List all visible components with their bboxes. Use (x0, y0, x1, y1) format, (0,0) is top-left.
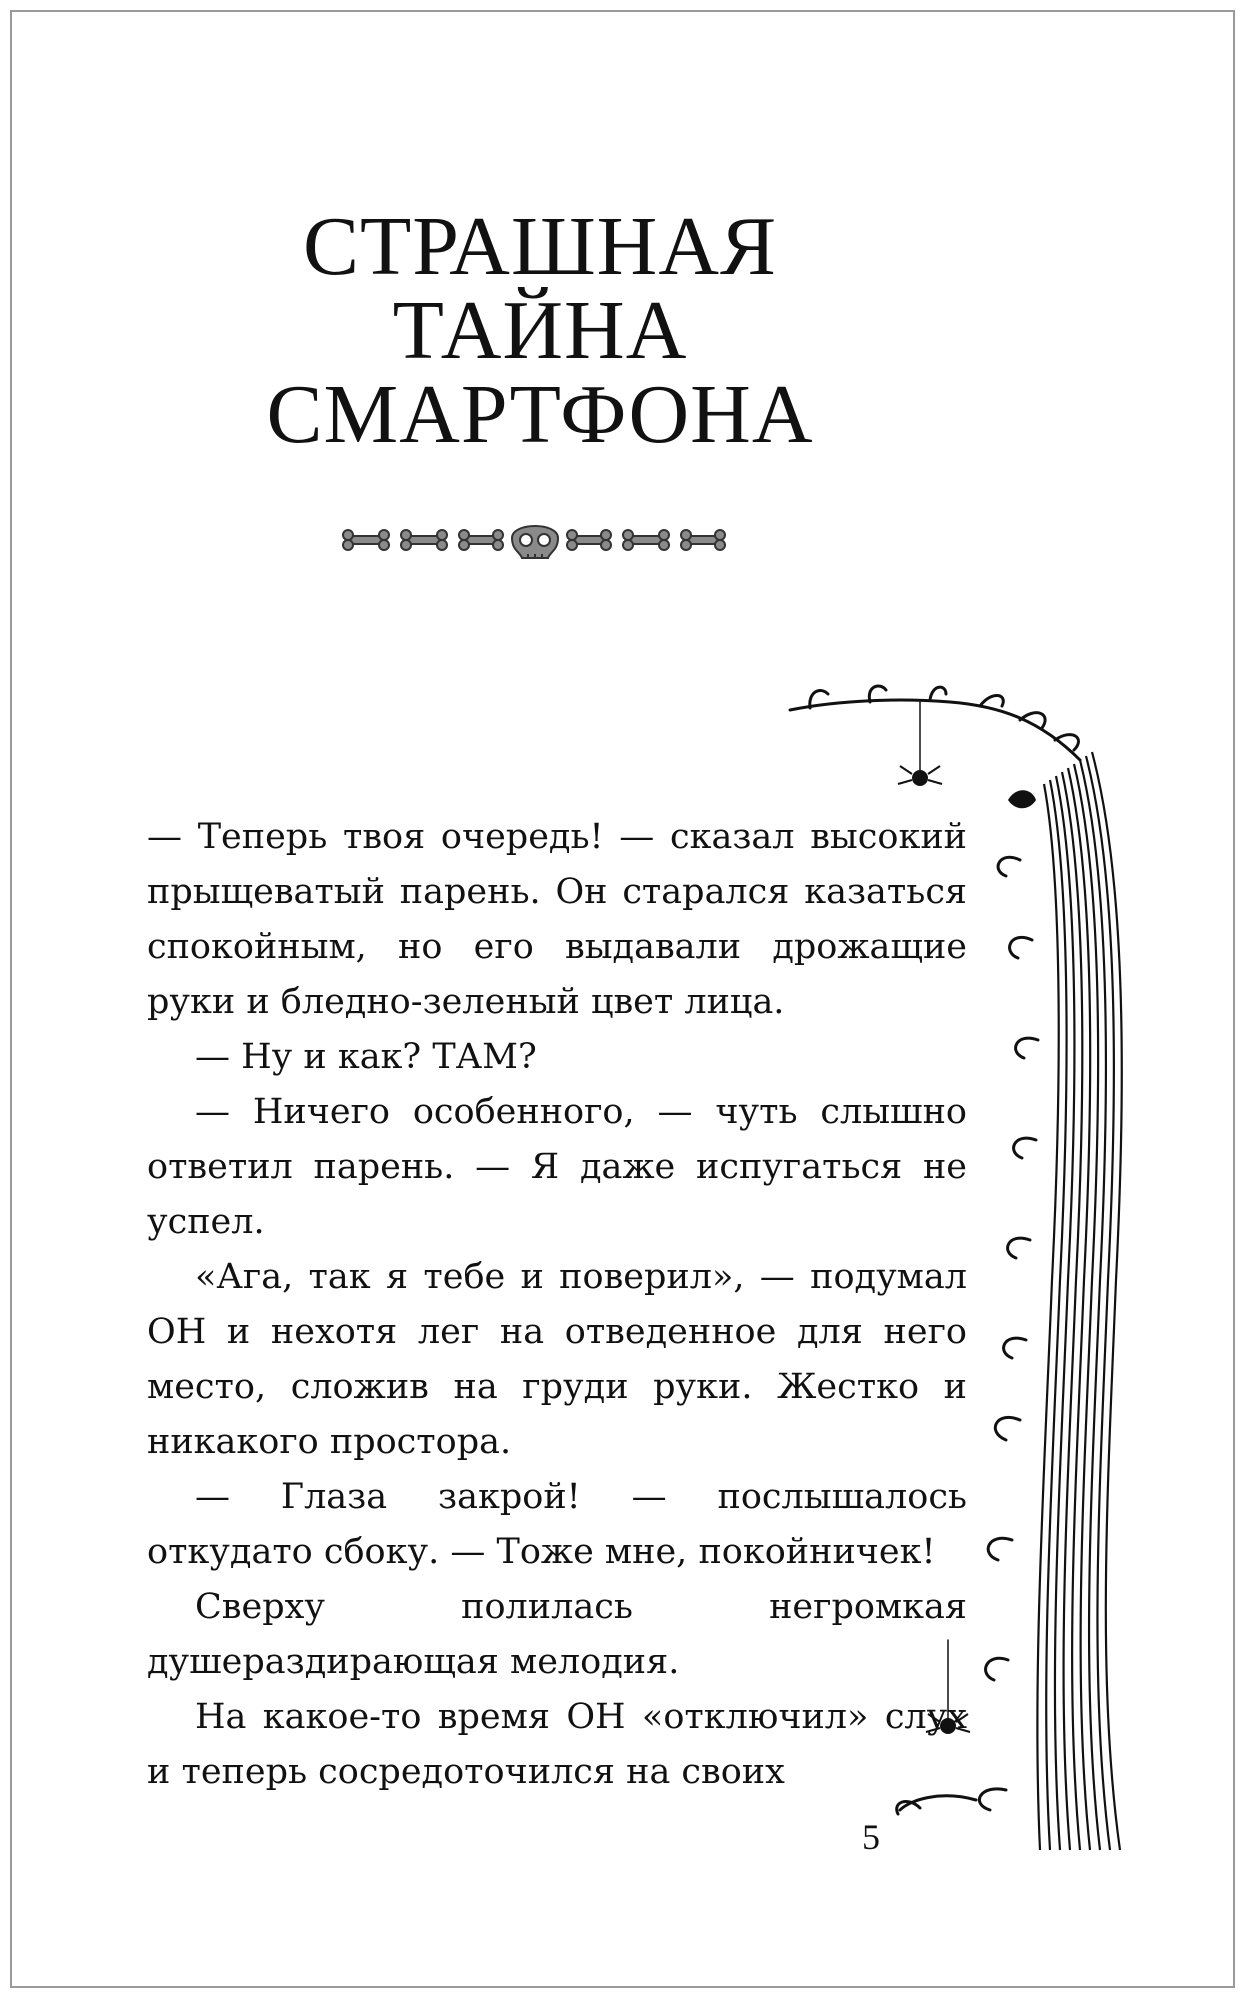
page-number: 5 (862, 1817, 880, 1857)
chapter-title-line-2: ТАЙНА (392, 284, 688, 377)
paragraph: На какое-то время ОН «отключил» слух и теперь сосредоточился на своих (147, 1697, 967, 1792)
paragraph: Сверху полилась негромкая душераздирающая мелодия. (147, 1587, 967, 1682)
paragraph: — Ничего особенного, — чуть слышно ответил парень. — Я даже испугаться не успел. (147, 1092, 967, 1242)
paragraph: — Ну и как? ТАМ? (195, 1037, 537, 1077)
skull-and-bones-divider-icon (340, 510, 730, 570)
bone-icon (567, 530, 611, 550)
chapter-title-line-1: СТРАШНАЯ (302, 200, 778, 293)
bone-icon (343, 530, 389, 550)
bone-icon (681, 530, 725, 550)
bone-icon (459, 530, 503, 550)
bone-icon (401, 530, 447, 550)
body-text (147, 810, 967, 1800)
paragraph: — Глаза закрой! — послышалось откудато сбоку. — Тоже мне, покойничек! (147, 1477, 967, 1572)
chapter-title (180, 200, 900, 461)
chapter-title-line-3: СМАРТФОНА (266, 368, 814, 461)
skull-icon (512, 526, 558, 558)
paragraph: «Ага, так я тебе и поверил», — подумал ОН и нехотя лег на отведенное для него место, сложив на груди руки. Жестко и никакого простора. (147, 1257, 967, 1462)
paragraph: — Теперь твоя очередь! — сказал высокий прыщеватый парень. Он старался казаться спокойным, но его выдавали дрожащие руки и бледно-зеленый цвет лица. (147, 817, 967, 1022)
bird-icon (1008, 790, 1036, 808)
bone-icon (623, 530, 669, 550)
